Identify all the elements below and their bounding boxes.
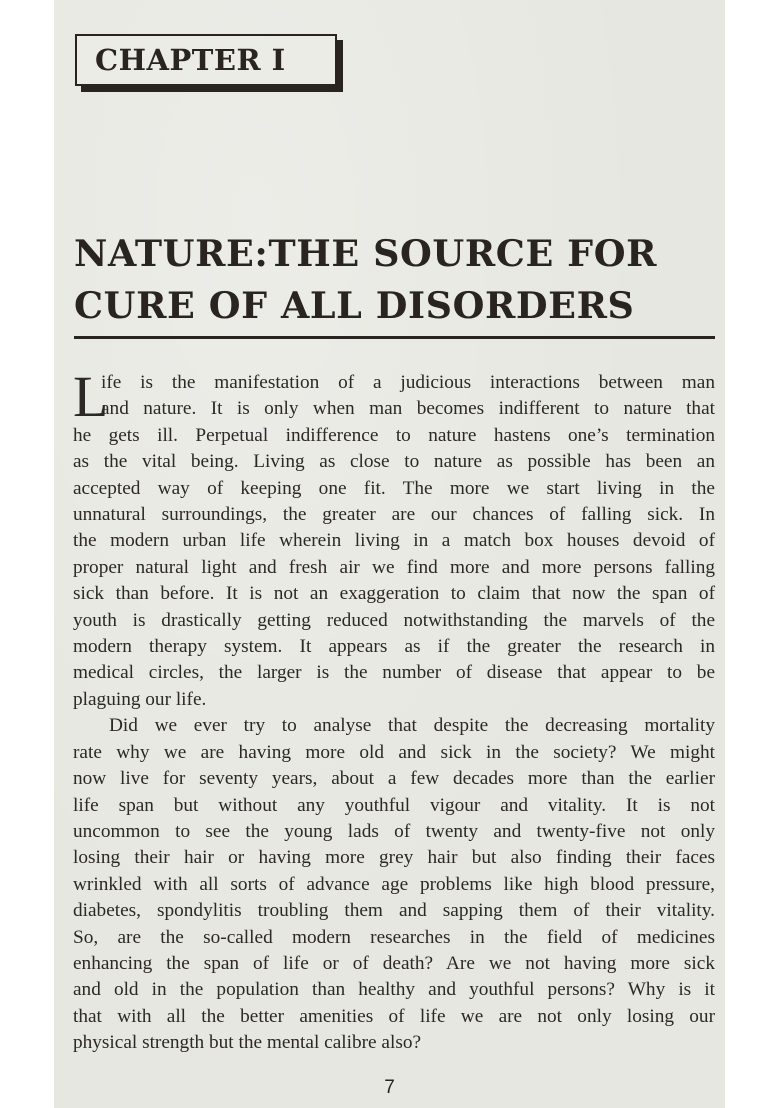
text-line: physical strength but the mental calibre also?	[73, 1032, 422, 1054]
text-line: that with all the better amenities of life we are not only losing our	[73, 1005, 715, 1027]
drop-cap: L	[73, 364, 109, 429]
book-page	[54, 0, 725, 1108]
text-line: now live for seventy years, about a few decades more than the earlier	[73, 768, 715, 790]
paragraph-1	[73, 364, 715, 713]
page-number: 7	[384, 1077, 395, 1098]
text-line-content: ife is the manifestation of a judicious interactions between man	[101, 372, 715, 393]
text-line: the modern urban life wherein living in a match box houses devoid of	[73, 530, 715, 552]
text-line: sick than before. It is not an exaggeration to claim that now the span of	[73, 583, 715, 605]
text-line: as the vital being. Living as close to nature as possible has been an	[73, 451, 715, 473]
title-divider	[74, 336, 715, 339]
text-line: uncommon to see the young lads of twenty and twenty-five not only	[73, 820, 715, 842]
text-line: unnatural surroundings, the greater are our chances of falling sick. In	[73, 504, 715, 526]
text-line: life span but without any youthful vigour and vitality. It is not	[73, 794, 715, 816]
chapter-label: CHAPTER I	[95, 43, 286, 77]
chapter-title	[74, 228, 719, 332]
text-line: losing their hair or having more grey hair but also finding their faces	[73, 847, 715, 869]
text-line: modern therapy system. It appears as if the greater the research in	[73, 636, 715, 658]
chapter-title-line-1: NATURE:THE SOURCE FOR	[74, 232, 658, 275]
text-line: youth is drastically getting reduced notwithstanding the marvels of the	[73, 609, 715, 631]
body-text	[73, 364, 715, 1057]
text-line: he gets ill. Perpetual indifference to nature hastens one’s termination	[73, 424, 715, 446]
text-line: and nature. It is only when man becomes indifferent to nature that	[101, 398, 715, 420]
paragraph-2	[73, 713, 715, 1056]
text-line: Did we ever try to analyse that despite the decreasing mortality	[109, 715, 715, 737]
chapter-title-line-2: CURE OF ALL DISORDERS	[74, 284, 635, 327]
chapter-heading-box	[75, 34, 337, 86]
text-line: diabetes, spondylitis troubling them and sapping them of their vitality.	[73, 900, 715, 922]
text-line: medical circles, the larger is the number of disease that appear to be	[73, 662, 715, 684]
text-line: plaguing our life.	[73, 688, 207, 710]
text-line: enhancing the span of life or of death? Are we not having more sick	[73, 952, 715, 974]
text-line: rate why we are having more old and sick in the society? We might	[73, 741, 715, 763]
text-line: and old in the population than healthy and youthful persons? Why is it	[73, 979, 715, 1001]
text-line: So, are the so-called modern researches in the field of medicines	[73, 926, 715, 948]
text-line: proper natural light and fresh air we find more and more persons falling	[73, 556, 715, 578]
text-line: wrinkled with all sorts of advance age problems like high blood pressure,	[73, 873, 715, 895]
text-line: accepted way of keeping one fit. The more we start living in the	[73, 477, 715, 499]
